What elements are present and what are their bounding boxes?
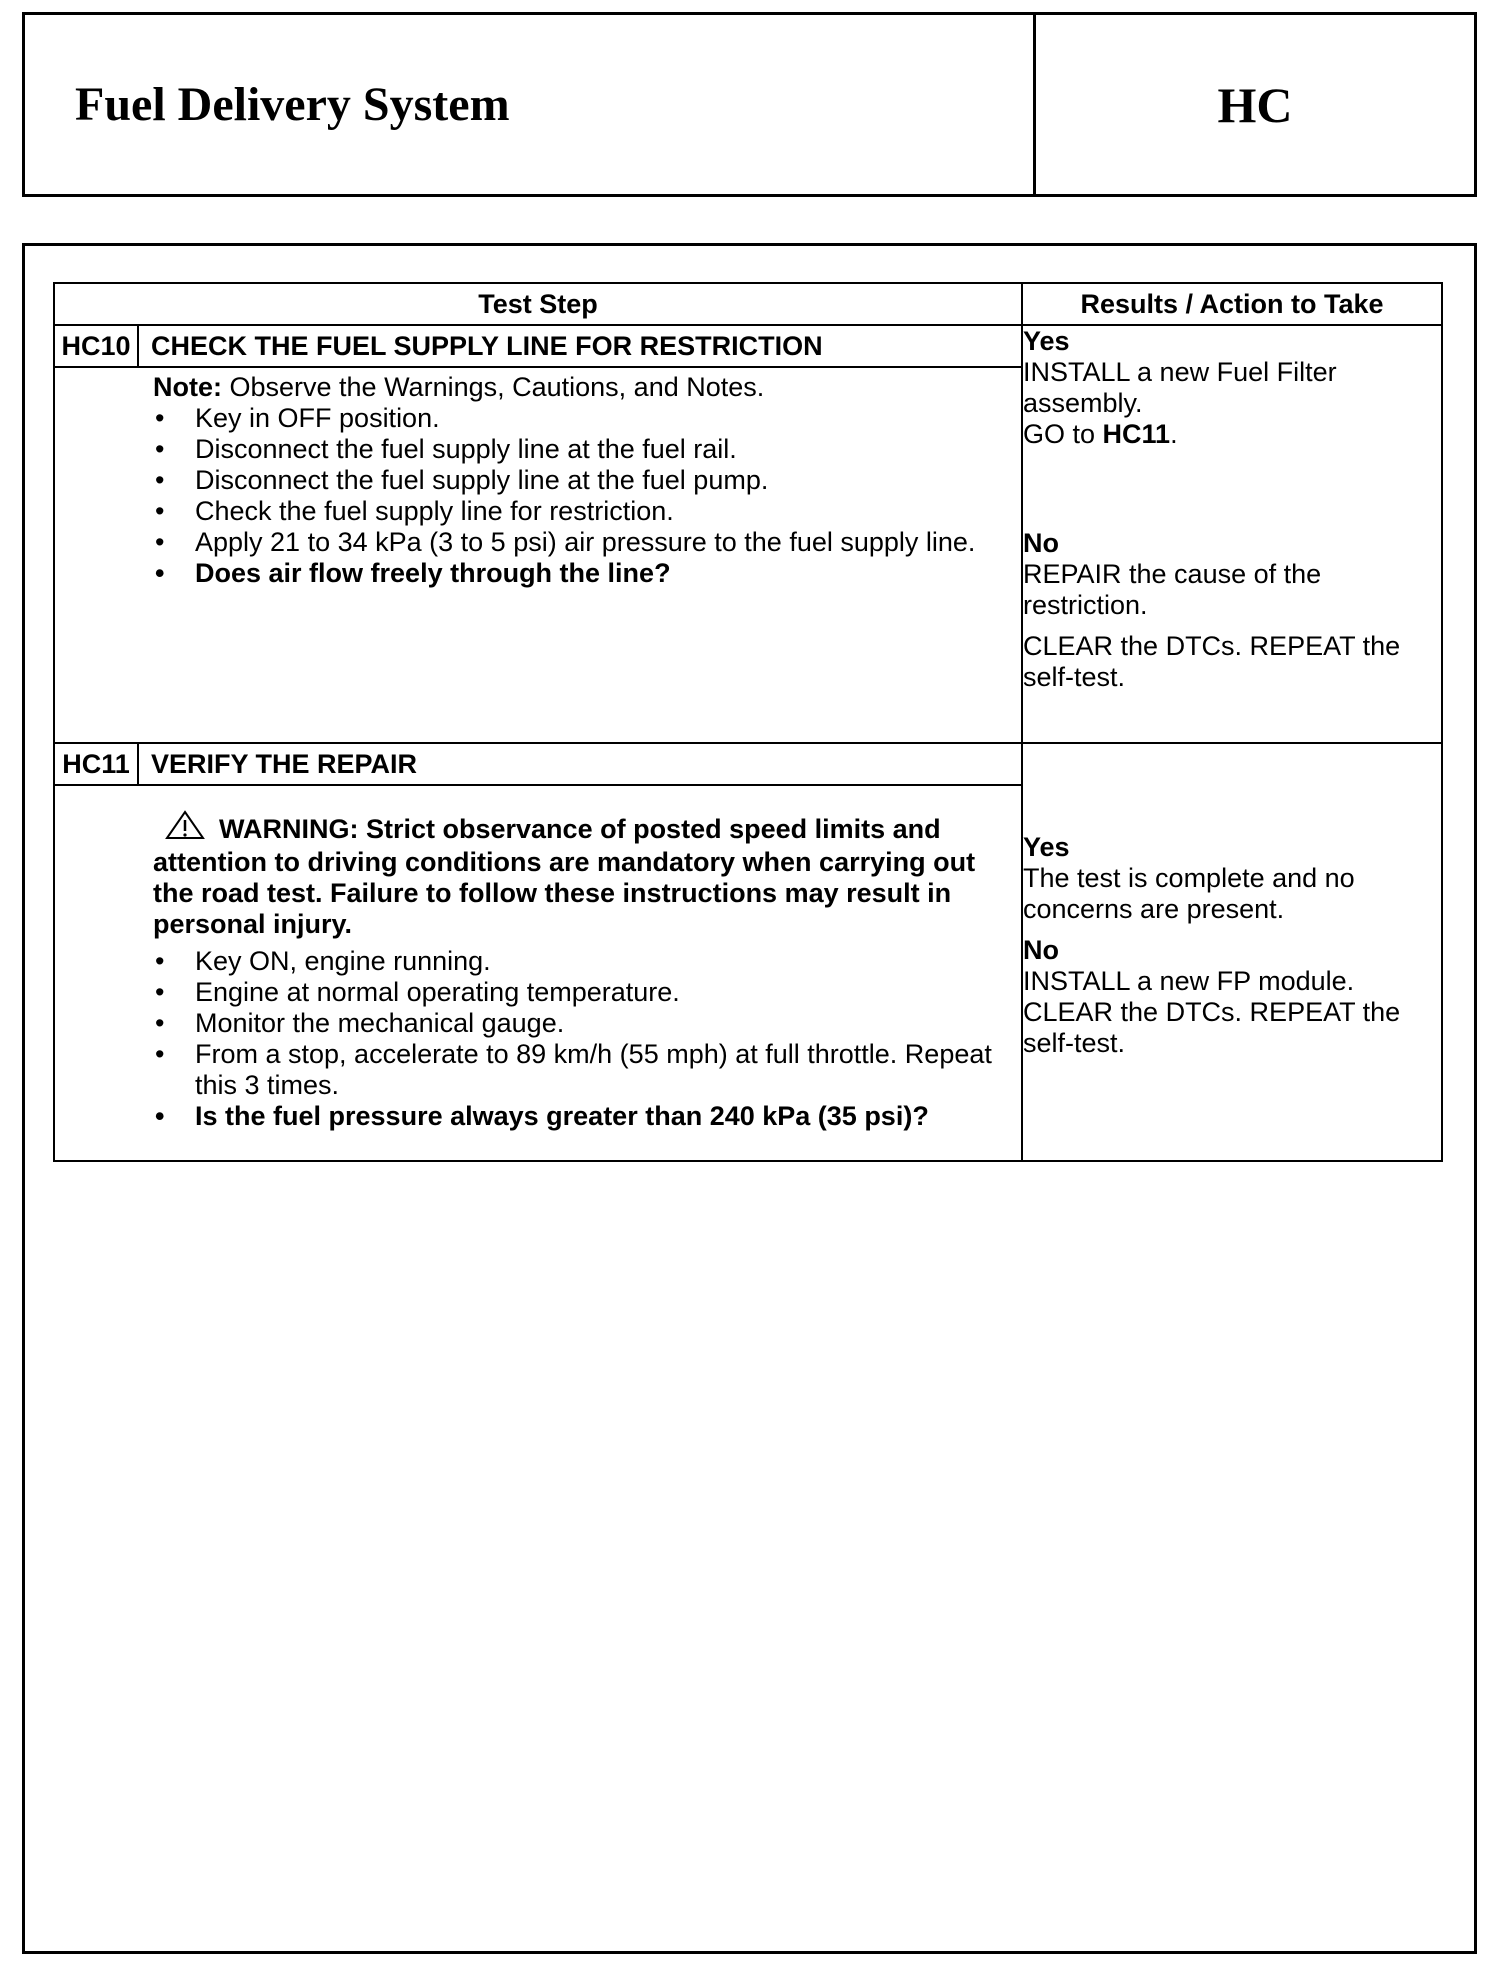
step-note [153, 372, 1001, 403]
table-row [54, 325, 1442, 743]
warning-text: WARNING: Strict observance of posted speed limits and attention to driving conditions are mandatory when carrying out the road test. Failure to follow these instructions may result in personal injury. [153, 814, 976, 939]
step-bullets [153, 403, 1001, 589]
yes-goto [1023, 419, 1441, 450]
yes-label: Yes [1023, 326, 1070, 356]
step-title: CHECK THE FUEL SUPPLY LINE FOR RESTRICTION [151, 330, 823, 361]
list-item: • Disconnect the fuel supply line at the fuel pump. [153, 465, 1001, 496]
no-label: No [1023, 528, 1059, 558]
step-heading [55, 326, 1021, 368]
goto-prefix: GO to [1023, 419, 1103, 449]
step-bullets [153, 946, 1001, 1132]
warning-triangle-icon [165, 810, 205, 847]
result-cell [1022, 743, 1442, 1161]
test-step-cell [54, 743, 1022, 1161]
no-label: No [1023, 935, 1059, 965]
yes-label: Yes [1023, 832, 1070, 862]
yes-action: The test is complete and no concerns are present. [1023, 863, 1355, 924]
yes-action: INSTALL a new Fuel Filter assembly. [1023, 357, 1337, 418]
step-title: VERIFY THE REPAIR [151, 748, 418, 779]
list-item: • Monitor the mechanical gauge. [153, 1008, 1001, 1039]
list-item: • From a stop, accelerate to 89 km/h (55 mph) at full throttle. Repeat this 3 times. [153, 1039, 1001, 1101]
no-action: REPAIR the cause of the restriction. [1023, 559, 1322, 620]
table-header-row [54, 283, 1442, 325]
diagnostic-table [53, 282, 1443, 1162]
step-body [55, 786, 1021, 1142]
step-question: • Does air flow freely through the line? [153, 558, 1001, 589]
list-item: • Engine at normal operating temperature. [153, 977, 1001, 1008]
goto-suffix: . [1170, 419, 1178, 449]
note-text: Observe the Warnings, Cautions, and Notes. [222, 372, 765, 402]
column-header-results: Results / Action to Take [1022, 283, 1442, 325]
step-question: • Is the fuel pressure always greater than 240 kPa (35 psi)? [153, 1101, 1001, 1132]
test-step-cell [54, 325, 1022, 743]
list-item: • Apply 21 to 34 kPa (3 to 5 psi) air pressure to the fuel supply line. [153, 527, 1001, 558]
list-item: • Check the fuel supply line for restriction. [153, 496, 1001, 527]
table-row [54, 743, 1442, 1161]
list-item: • Key in OFF position. [153, 403, 1001, 434]
step-heading [55, 744, 1021, 786]
no-action: INSTALL a new FP module. [1023, 966, 1355, 996]
step-id: HC11 [55, 744, 139, 784]
step-id: HC10 [55, 326, 139, 366]
section-title: Fuel Delivery System [75, 78, 510, 131]
warning-block [153, 810, 1001, 940]
no-action: CLEAR the DTCs. REPEAT the self-test. [1023, 631, 1401, 692]
section-code: HC [1033, 15, 1474, 194]
list-item: • Disconnect the fuel supply line at the fuel rail. [153, 434, 1001, 465]
note-label: Note: [153, 372, 222, 402]
page-header [22, 12, 1477, 197]
goto-target-link[interactable]: HC11 [1102, 419, 1171, 449]
result-cell [1022, 325, 1442, 743]
list-item: • Key ON, engine running. [153, 946, 1001, 977]
step-body [55, 368, 1021, 599]
column-header-test-step: Test Step [54, 283, 1022, 325]
no-action: CLEAR the DTCs. REPEAT the self-test. [1023, 997, 1401, 1058]
